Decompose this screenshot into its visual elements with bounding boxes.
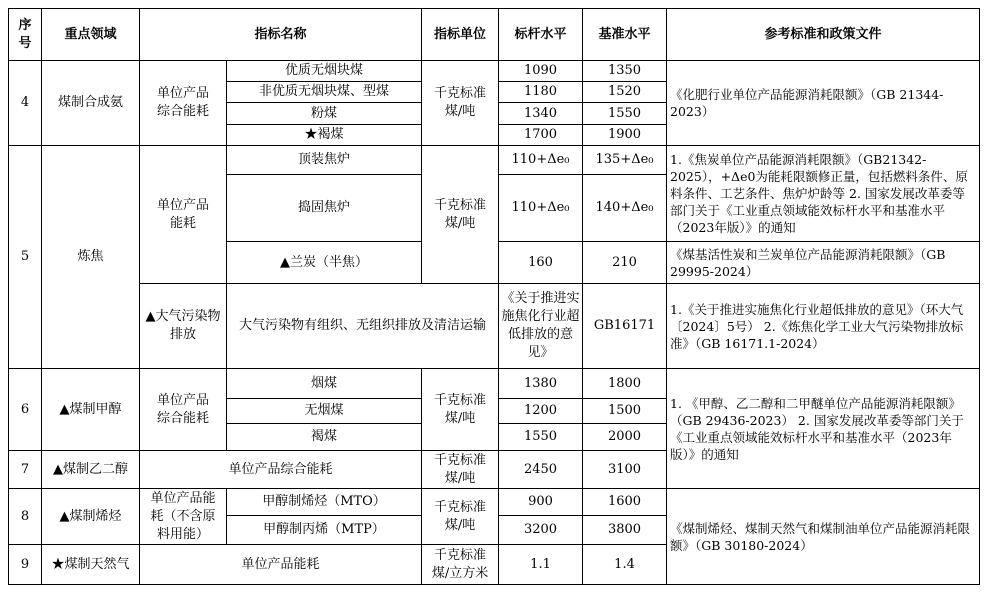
sub-indicator: 甲醇制烯烃（MTO） [227,489,422,516]
seq: 9 [9,545,42,585]
sub-indicator: 褐煤 [227,424,422,451]
sub-indicator: 非优质无烟块煤、型煤 [227,82,422,103]
header-unit: 指标单位 [422,9,499,61]
header-base: 基准水平 [583,9,667,61]
indicator: 单位产品能耗（不含原料用能） [140,489,227,545]
table-row [9,146,980,175]
seq: 6 [9,369,42,451]
domain: 炼焦 [42,146,140,369]
bench: 1550 [499,424,583,451]
base: 2000 [583,424,667,451]
bench: 110+Δe₀ [499,146,583,175]
domain: ▲煤制烯烃 [42,489,140,545]
seq: 5 [9,146,42,369]
base: 3100 [583,451,667,489]
base: 1550 [583,103,667,125]
unit: 千克标准煤/吨 [422,369,499,451]
bench: 110+Δe₀ [499,175,583,242]
bench: 1200 [499,399,583,424]
bench: 3200 [499,516,583,545]
base: GB16171 [583,284,667,369]
base: 3800 [583,516,667,545]
reference: 《化肥行业单位产品能源消耗限额》（GB 21344-2023） [667,61,980,146]
sub-indicator: 大气污染物有组织、无组织排放及清洁运输 [227,284,499,369]
sub-indicator: ▲兰炭（半焦） [227,242,422,284]
indicator: 单位产品能耗 [140,146,227,284]
sub-indicator: 顶装焦炉 [227,146,422,175]
base: 1600 [583,489,667,516]
bench: 1340 [499,103,583,125]
bench: 160 [499,242,583,284]
bench: 《关于推进实施焦化行业超低排放的意见》 [499,284,583,369]
unit: 千克标准煤/吨 [422,146,499,284]
reference: 1.《关于推进实施焦化行业超低排放的意见》（环大气〔2024〕5号） 2.《炼焦化学工业大气污染物排放标准》（GB 16171.1-2024） [667,284,980,369]
domain: ★煤制天然气 [42,545,140,585]
header-bench: 标杆水平 [499,9,583,61]
header-row [9,9,980,61]
base: 1800 [583,369,667,399]
domain: ▲煤制甲醇 [42,369,140,451]
sub-indicator: 捣固焦炉 [227,175,422,242]
reference: 《煤制烯烃、煤制天然气和煤制油单位产品能源消耗限额》（GB 30180-2024） [667,489,980,585]
header-name: 指标名称 [140,9,422,61]
seq: 7 [9,451,42,489]
table-row [9,284,980,369]
reference: 1. 《甲醇、乙二醇和二甲醚单位产品能源消耗限额》（GB 29436-2023） 2. 国家发展改革委等部门关于《工业重点领域能效标杆水平和基准水平（2023年版）》的通知 [667,369,980,489]
sub-indicator: ★褐煤 [227,125,422,146]
sub-indicator: 烟煤 [227,369,422,399]
bench: 2450 [499,451,583,489]
bench: 1700 [499,125,583,146]
base: 210 [583,242,667,284]
indicator: 单位产品综合能耗 [140,451,422,489]
energy-standards-table [8,8,980,585]
bench: 1090 [499,61,583,82]
base: 1350 [583,61,667,82]
header-ref: 参考标准和政策文件 [667,9,980,61]
header-domain: 重点领域 [42,9,140,61]
table-row [9,61,980,82]
unit: 千克标准煤/吨 [422,489,499,545]
domain: 煤制合成氨 [42,61,140,146]
sub-indicator: 优质无烟块煤 [227,61,422,82]
seq: 8 [9,489,42,545]
base: 1900 [583,125,667,146]
indicator: 单位产品综合能耗 [140,61,227,146]
base: 1.4 [583,545,667,585]
header-seq: 序号 [9,9,42,61]
indicator: 单位产品综合能耗 [140,369,227,451]
indicator: ▲大气污染物排放 [140,284,227,369]
unit: 千克标准煤/吨 [422,61,499,146]
base: 140+Δe₀ [583,175,667,242]
reference: 《煤基活性炭和兰炭单位产品能源消耗限额》（GB 29995-2024） [667,242,980,284]
sub-indicator: 粉煤 [227,103,422,125]
reference: 1.《焦炭单位产品能源消耗限额》（GB21342-2025），+Δe0为能耗限额修正量，包括燃料条件、原料条件、工艺条件、焦炉炉龄等 2. 国家发展改革委等部门关于《工业重点领域能效标杆水平和基准水平（2023年版）》的通知 [667,146,980,242]
domain: ▲煤制乙二醇 [42,451,140,489]
table-row [9,369,980,399]
seq: 4 [9,61,42,146]
table-row [9,489,980,516]
unit: 千克标准煤/立方米 [422,545,499,585]
bench: 1.1 [499,545,583,585]
base: 1500 [583,399,667,424]
bench: 900 [499,489,583,516]
indicator: 单位产品能耗 [140,545,422,585]
base: 135+Δe₀ [583,146,667,175]
base: 1520 [583,82,667,103]
bench: 1180 [499,82,583,103]
sub-indicator: 无烟煤 [227,399,422,424]
unit: 千克标准煤/吨 [422,451,499,489]
sub-indicator: 甲醇制丙烯（MTP） [227,516,422,545]
bench: 1380 [499,369,583,399]
